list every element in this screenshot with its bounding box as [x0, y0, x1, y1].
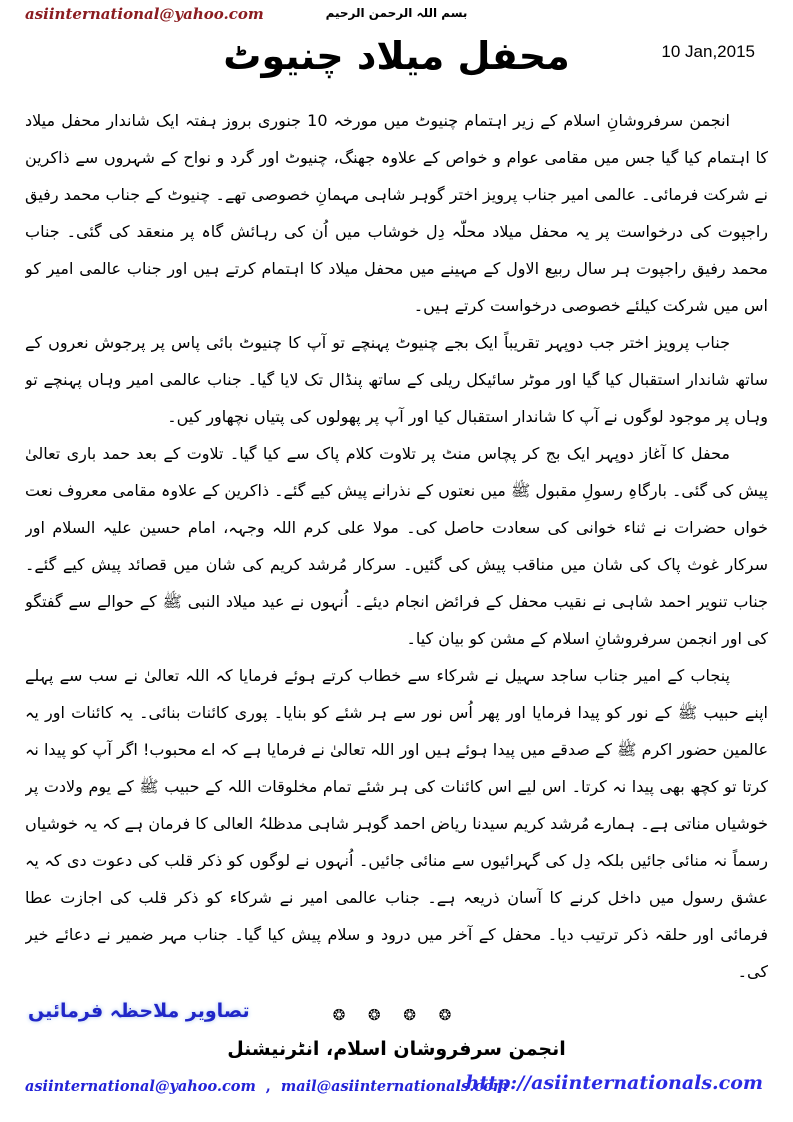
view-pictures-link[interactable]: تصاویر ملاحظہ فرمائیں [28, 1000, 250, 1022]
document-date: 10 Jan,2015 [661, 42, 755, 61]
paragraph-3: محفل کا آغاز دوپہر ایک بج کر پچاس منٹ پر تلاوت کلام پاک سے کیا گیا۔ تلاوت کے بعد حمد باری تعالیٰ پیش کی گئی۔ بارگاہِ رسولِ مقبول ﷺ میں نعتوں کے نذرانے پیش کیے گئے۔ ذاکرین کے علاوہ مقامی معروف نعت خواں حضرات نے ثناء خوانی کی سعادت حاصل کی۔ مولا علی کرم اللہ وجہہ، امام حسین علیہ السلام اور سرکار غوث پاک کی شان میں مناقب پیش کی گئیں۔ سرکار مُرشد کریم کی شان میں قصائد پیش کیے گئے۔ جناب تنویر احمد شاہی نے نقیب محفل کے فرائض انجام دیئے۔ اُنہوں نے عید میلاد النبی ﷺ کے حوالے سے گفتگو کی اور انجمن سرفروشانِ اسلام کے مشن کو بیان کیا۔ [25, 444, 768, 648]
footer-email-separator: , [265, 1078, 271, 1095]
article-body [25, 102, 768, 990]
bismillah-text: بسم اللہ الرحمن الرحیم [325, 6, 468, 20]
star-ornament-divider: ❂ ❂ ❂ ❂ [332, 1006, 461, 1024]
footer-email-1-link[interactable]: asiinternational@yahoo.com [25, 1078, 256, 1095]
paragraph-1: انجمن سرفروشانِ اسلام کے زیر اہتمام چنیوٹ میں مورخہ 10 جنوری بروز ہفتہ ایک شاندار محفل میلاد کا اہتمام کیا گیا جس میں مقامی عوام و خواص کے علاوہ جھنگ، چنیوٹ اور گرد و نواح کے شہروں سے ذاکرین نے شرکت فرمائی۔ عالمی امیر جناب پرویز اختر گوہر شاہی مہمانِ خصوصی تھے۔ چنیوٹ کے جناب محمد رفیق راجپوت کی درخواست پر یہ محفل میلاد محلّہ دِل خوشاب میں اُن کی رہائش گاہ پر منعقد کی گئی۔ جناب محمد رفیق راجپوت ہر سال ربیع الاول کے مہینے میں محفل میلاد کا اہتمام کرتے ہیں اور جناب عالمی امیر کو اس میں شرکت کیلئے خصوصی درخواست کرتے ہیں۔ [25, 111, 768, 315]
website-url-link[interactable]: http://asiinternationals.com [465, 1072, 763, 1094]
page-title: محفل میلاد چنیوٹ [223, 34, 570, 78]
organization-name: انجمن سرفروشان اسلام، انٹرنیشنل [227, 1038, 566, 1060]
footer-email-2-link[interactable]: mail@asiinternationals.com [280, 1078, 509, 1095]
paragraph-4: پنجاب کے امیر جناب ساجد سہیل نے شرکاء سے خطاب کرتے ہوئے فرمایا کہ اللہ تعالیٰ نے سب سے پہلے اپنے حبیب ﷺ کے نور کو پیدا فرمایا اور پھر اُس نور سے ہر شئے کو بنایا۔ پوری کائنات بنائی۔ یہ کائنات اور یہ عالمین حضور اکرم ﷺ کے صدقے میں پیدا ہوئے ہیں اور اللہ تعالیٰ نے فرمایا ہے کہ اے محبوب! اگر آپ کو پیدا نہ کرتا تو کچھ بھی پیدا نہ کرتا۔ اس لیے اس کائنات کی ہر شئے تمام مخلوقات اللہ کے حبیب ﷺ کے یوم ولادت پر خوشیاں مناتی ہے۔ ہمارے مُرشد کریم سیدنا ریاض احمد گوہر شاہی مدظلہُ العالی کا فرمان ہے کہ یہ خوشیاں رسماً نہ منائی جائیں بلکہ دِل کی گہرائیوں سے منائی جائیں۔ اُنہوں نے لوگوں کو ذکر قلب کی دعوت دی کہ یہ عشق رسول میں داخل کرنے کا آسان ذریعہ ہے۔ جناب عالمی امیر نے شرکاء کو ذکر قلب کی اجازت عطا فرمائی اور حلقہ ذکر ترتیب دیا۔ محفل کے آخر میں درود و سلام پیش کیا گیا۔ جناب مہر ضمیر نے دعائے خیر کی۔ [25, 666, 768, 981]
header-email-link[interactable]: asiinternational@yahoo.com [25, 5, 264, 23]
paragraph-2: جناب پرویز اختر جب دوپہر تقریباً ایک بجے چنیوٹ پہنچے تو آپ کا چنیوٹ بائی پاس پر پرجوش نعروں کے ساتھ شاندار استقبال کیا گیا اور موٹر سائیکل ریلی کے ساتھ پنڈال تک لایا گیا۔ جناب عالمی امیر وہاں پہنچے تو وہاں پر موجود لوگوں نے آپ کا شاندار استقبال کیا اور آپ پر پھولوں کی پتیاں نچھاور کیں۔ [25, 333, 768, 426]
footer-email-row [25, 1078, 508, 1095]
